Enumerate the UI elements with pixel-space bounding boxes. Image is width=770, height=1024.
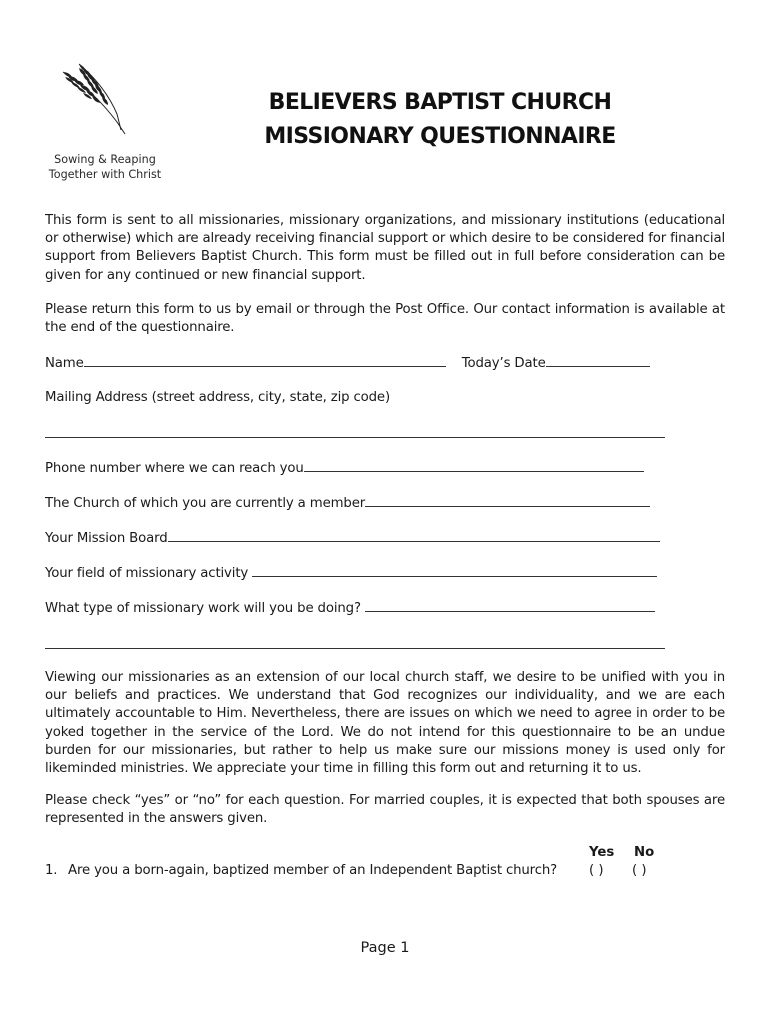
date-label: Today’s Date — [461, 356, 546, 371]
address-field[interactable] — [45, 437, 665, 438]
intro-paragraph-2: Please return this form to us by email or through the Post Office. Our contact information is available at the end of the questionnaire. — [45, 302, 725, 336]
intro-paragraph-1: This form is sent to all missionaries, missionary organizations, and missionary institutions (educational or otherwise) which are already receiving financial support or which desire to be considered for financial support from Believers Baptist Church. This form must be filled out in full before consideration can be given for any continued or new financial support. — [45, 213, 725, 283]
board-row — [45, 529, 665, 548]
missionary-field-input[interactable] — [252, 564, 657, 577]
yes-column-header: Yes — [589, 845, 615, 860]
board-field[interactable] — [168, 529, 660, 542]
logo-tagline — [40, 152, 170, 182]
wheat-logo-icon — [55, 60, 135, 138]
church-row — [45, 494, 665, 513]
name-label: Name — [45, 356, 84, 371]
question-number: 1. — [45, 863, 58, 878]
board-label: Your Mission Board — [45, 531, 168, 546]
title-form-name: MISSIONARY QUESTIONNAIRE — [264, 124, 616, 149]
body-paragraph-1: Viewing our missionaries as an extension of our local church staff, we desire to be unified with you in our beliefs and practices. We understand that God recognizes our individuality, and we are each ultimately accountable to Him. Nevertheless, there are issues on which we need to agree in order to be yoked together in the service of the Lord. We do not intend for this questionnaire to be an undue burden for our missionaries, but rather to help us make sure our missions money is used only for likeminded ministries. We appreciate your time in filling this form out and returning it to us. — [45, 670, 725, 777]
missionary-field-label: Your field of missionary activity — [45, 566, 249, 581]
no-column-header: No — [634, 845, 655, 860]
title-church-name: BELIEVERS BAPTIST CHURCH — [268, 90, 612, 115]
work-type-row — [45, 599, 665, 618]
phone-label: Phone number where we can reach you — [45, 461, 304, 476]
body-paragraph-2: Please check “yes” or “no” for each question. For married couples, it is expected that both spouses are represented in the answers given. — [45, 793, 725, 827]
page-number: Page 1 — [360, 940, 410, 956]
missionary-field-row — [45, 564, 665, 583]
question-text: Are you a born-again, baptized member of an Independent Baptist church? — [68, 863, 558, 878]
question-item — [45, 862, 557, 880]
phone-field[interactable] — [304, 459, 644, 472]
church-label: The Church of which you are currently a member — [45, 496, 366, 511]
tagline-line1: Sowing & Reaping — [54, 153, 156, 166]
work-type-field[interactable] — [365, 599, 655, 612]
work-type-extra-line[interactable] — [45, 648, 665, 649]
tagline-line2: Together with Christ — [48, 168, 162, 181]
address-label: Mailing Address (street address, city, state, zip code) — [45, 390, 391, 405]
question-yes-checkbox[interactable]: ( ) — [589, 863, 604, 878]
phone-row — [45, 459, 665, 478]
work-type-label: What type of missionary work will you be doing? — [45, 601, 361, 616]
name-date-row — [45, 354, 725, 373]
question-no-checkbox[interactable]: ( ) — [632, 863, 647, 878]
name-field[interactable] — [84, 354, 446, 367]
date-field[interactable] — [546, 354, 650, 367]
document-title — [210, 86, 670, 154]
church-field[interactable] — [365, 494, 650, 507]
